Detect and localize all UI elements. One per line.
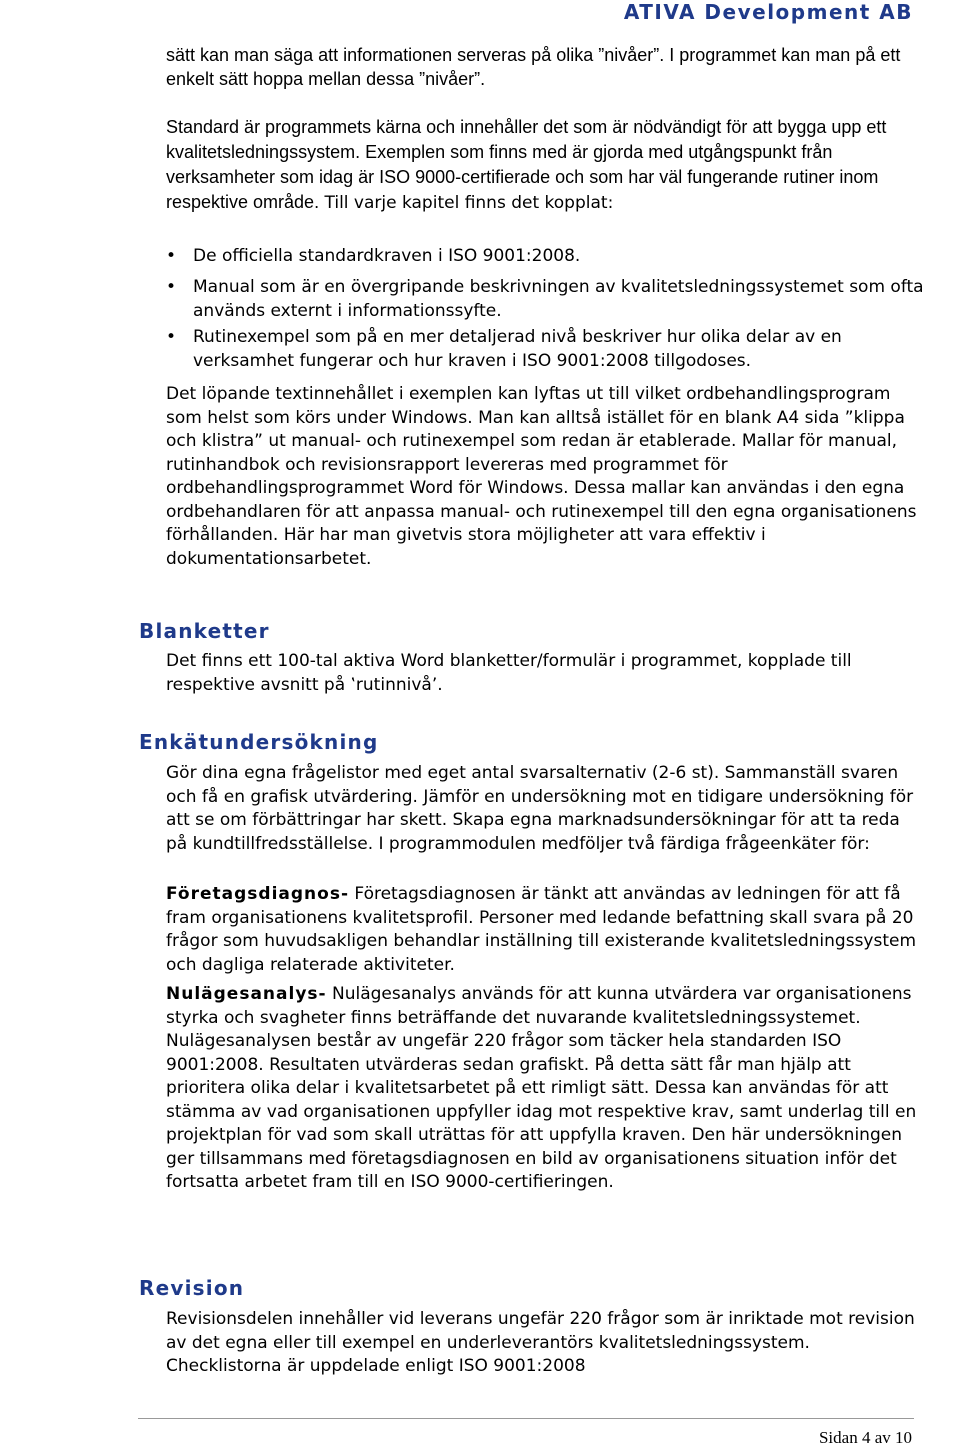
section-heading-revision: Revision bbox=[139, 1276, 245, 1300]
footer-divider bbox=[138, 1418, 914, 1419]
foretagsdiagnos-label: Företagsdiagnos- bbox=[166, 884, 349, 904]
bullet-icon: • bbox=[166, 277, 177, 297]
intro-paragraph-2-rest: Till varje kapitel finns det kopplat: bbox=[319, 193, 614, 213]
intro-paragraph-2 bbox=[166, 115, 926, 215]
company-header: ATIVA Development AB bbox=[623, 0, 913, 24]
section-heading-enkatundersokning: Enkätundersökning bbox=[139, 730, 379, 754]
intro-paragraph-2-lead: Standard är programmets kärna och innehåller det som är nödvändigt för att bygga upp ett kvalitetsledningssystem. Exemplen som finns med är gjorda med utgångspunkt från verksamheter som idag är ISO 9000-certifierade och som har väl fungerande rutiner inom respektive område. bbox=[166, 117, 887, 212]
enkat-text: Gör dina egna frågelistor med eget antal svarsalternativ (2-6 st). Sammanställ svaren och få en grafisk utvärdering. Jämför en undersökning mot en tidigare undersökning för att se om förbättringar har skett. Skapa egna marknadsundersökningar för att ta reda på kundtillfredsställelse. I programmodulen medföljer två färdiga frågeenkäter för: bbox=[166, 763, 914, 854]
intro-paragraph-3: Det löpande textinnehållet i exemplen kan lyftas ut till vilket ordbehandlingsprogram som helst som körs under Windows. Man kan alltså istället för en blank A4 sida ”klippa och klistra” ut manual- och rutinexempel som redan är etablerade. Mallar för manual, rutinhandbok och revisionsrapport levereras med programmet för ordbehandlingsprogrammet Word för Windows. Dessa mallar kan användas i den egna ordbehandlaren för att anpassa manual- och rutinexempel till den egna organisationens förhållanden. Här har man givetvis stora möjligheter att vara effektiv i dokumentationsarbetet. bbox=[166, 384, 917, 569]
revision-text: Revisionsdelen innehåller vid leverans ungefär 220 frågor som är inriktade mot revision av det egna eller till exempel en underleverantörs kvalitetsledningssystem. Checklistorna är uppdelade enligt ISO 9001:2008 bbox=[166, 1309, 915, 1376]
bullet-icon: • bbox=[166, 246, 177, 266]
nulagesanalys-text: Nulägesanalys används för att kunna utvärdera var organisationens styrka och svagheter finns beträffande det nuvarande kvalitetsledningssystemet. Nulägesanalysen består av ungefär 220 frågor som täcker hela standarden ISO 9001:2008. Resultaten utvärderas sedan grafiskt. På detta sätt får man hjälp att prioritera olika delar i kvalitetsarbetet på ett rimligt sätt. Dessa kan användas för att stämma av vad organisationen uppfyller idag mot respektive krav, samt underlag till en projektplan för vad som skall uträttas för att uppfylla kraven. Den här undersökningen ger tillsammans med företagsdiagnosen en bild av organisationens situation inför det fortsatta arbetet fram till en ISO 9000-certifieringen. bbox=[166, 984, 917, 1192]
foretagsdiagnos-paragraph bbox=[166, 883, 926, 977]
list-item-text: Rutinexempel som på en mer detaljerad nivå beskriver hur olika delar av en verksamhet fungerar och hur kraven i ISO 9001:2008 tillgodoses. bbox=[193, 327, 842, 371]
nulagesanalys-paragraph bbox=[166, 983, 926, 1195]
intro-paragraph-1: sätt kan man säga att informationen serveras på olika ”nivåer”. I programmet kan man på ett enkelt sätt hoppa mellan dessa ”nivåer”. bbox=[166, 45, 901, 89]
nulagesanalys-label: Nulägesanalys- bbox=[166, 984, 327, 1004]
list-item-text: De officiella standardkraven i ISO 9001:2008. bbox=[193, 246, 581, 266]
foretagsdiagnos-text: Företagsdiagnosen är tänkt att användas av ledningen för att få fram organisationens kvalitetsprofil. Personer med ledande befattning skall svara på 20 frågor som huvudsakligen behandlar inställning till existerande kvalitetsledningssystem och dagliga relaterade aktiviteter. bbox=[166, 884, 917, 975]
bullet-icon: • bbox=[166, 327, 177, 347]
list-item-text: Manual som är en övergripande beskrivningen av kvalitetsledningssystemet som ofta används externt i informationssyfte. bbox=[193, 277, 924, 321]
page-number: Sidan 4 av 10 bbox=[818, 1428, 912, 1447]
section-heading-blanketter: Blanketter bbox=[139, 619, 270, 643]
blanketter-text: Det finns ett 100-tal aktiva Word blanketter/formulär i programmet, kopplade till respektive avsnitt på ‛rutinnivå’. bbox=[166, 651, 852, 695]
